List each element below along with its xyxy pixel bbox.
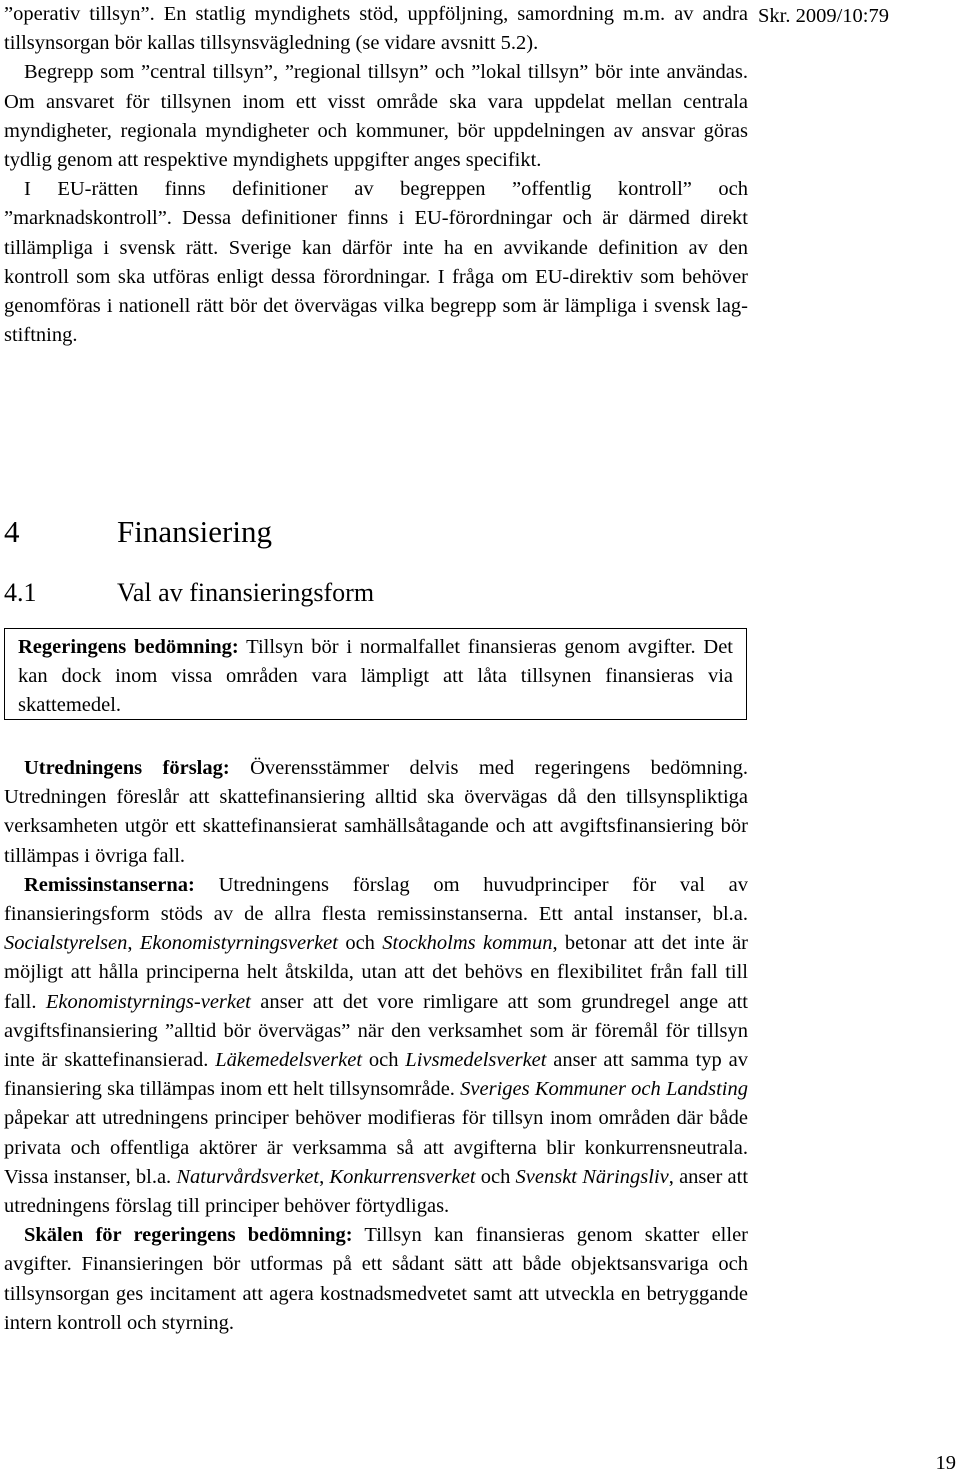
remiss-text: Utredningens förslag om huvudprinciper för val av finansieringsform stöds av de allra flesta remissinstanserna. Ett antal instanser, bl.a. [4, 873, 748, 926]
remiss-text: och [337, 932, 383, 955]
proposal-paragraph [4, 754, 748, 871]
remiss-text: , [319, 1165, 330, 1188]
organization-name: Ekonomistyrnings-verket [45, 990, 251, 1013]
remiss-text: påpekar att utredningens principer behöver modifieras för tillsyn inom områden där både privata och offentliga aktörer är verksamma så att avgifterna blir konkurrensneutrala. Vissa instanser, bl.a. [4, 1107, 748, 1188]
chapter-title: Finansiering [117, 514, 272, 549]
chapter-number: 4 [4, 514, 20, 549]
remiss-text: och [362, 1049, 406, 1072]
document-reference: Skr. 2009/10:79 [758, 5, 889, 27]
remiss-paragraph [4, 871, 748, 1221]
organization-name: Socialstyrelsen [4, 932, 128, 955]
remiss-text: och [475, 1165, 516, 1188]
proposal-label: Utredningens förslag: [24, 757, 230, 779]
reasons-label: Skälen för regeringens bedömning: [24, 1224, 353, 1247]
organization-name: Läkemedelsverket [215, 1049, 363, 1072]
assessment-text: Tillsyn bör i normalfallet finansieras genom avgifter. Det kan dock inom vissa områden vara lämpligt att låta tillsynen finansieras via skattemedel. [18, 636, 733, 716]
organization-name: Livsmedelsverket [405, 1049, 547, 1072]
organization-name: Naturvårdsverket [176, 1165, 320, 1188]
reasons-paragraph [4, 1221, 748, 1338]
section-number: 4.1 [4, 578, 37, 607]
section-title: Val av finansieringsform [117, 578, 375, 607]
organization-name: Konkurrensverket [329, 1165, 476, 1188]
organization-name: Sveriges Kommuner och Landsting [460, 1078, 748, 1101]
government-assessment-box [4, 628, 747, 720]
remiss-text: anser att samma typ av finansiering ska tillämpas inom ett helt tillsynsområde. [4, 1049, 748, 1101]
chapter-heading [4, 512, 272, 552]
organization-name: Stockholms kommun [382, 932, 553, 955]
remiss-text: , [127, 932, 140, 955]
section-heading [4, 576, 374, 610]
organization-name: Svenskt Näringsliv [515, 1165, 669, 1188]
intro-section [4, 0, 748, 350]
intro-paragraph-2: Begrepp som ”central tillsyn”, ”regional tillsyn” och ”lokal tillsyn” bör inte användas. Om ansvaret för tillsynen inom ett visst område ska vara uppdelat mellan centrala myndigheter, regionala myndigheter och kommuner, bör uppdelningen av ansvar göras tydlig genom att respektive myndighets uppgifter anges specifikt. [4, 61, 748, 172]
reasons-text: Tillsyn kan finansieras genom skatter eller avgifter. Finansieringen bör utformas på ett sådant sätt att både objektsansvariga och tillsynsorgan ges incitament att agera kostnadsmedvetet samt att utveckla en betryggande intern kontroll och styrning. [4, 1224, 748, 1334]
remiss-label: Remissinstanserna: [24, 873, 195, 896]
intro-paragraph-3: I EU-rätten finns definitioner av begreppen ”offentlig kontroll” och ”marknadskontroll”. Dessa definitioner finns i EU-förordningar och är därmed direkt tillämpliga i svensk rätt. Sverige kan därför inte ha en avvikande definition av den kontroll som ska utföras enligt dessa förordningar. I fråga om EU-direktiv som behöver genomföras i nationell rätt bör det övervägas vilka begrepp som är lämpliga i svensk lag-stiftning. [4, 178, 748, 347]
page-number: 19 [935, 1452, 956, 1474]
proposal-text: Överensstämmer delvis med regeringens bedömning. Utredningen föreslår att skattefinansiering alltid ska övervägas då den tillsynspliktiga verksamheten utgör ett skattefinansierat samhällsåtagande och att avgiftsfinansiering bör tillämpas i övriga fall. [4, 757, 748, 867]
organization-name: Ekonomistyrningsverket [139, 932, 338, 955]
main-body [4, 754, 748, 1338]
intro-paragraph-1: ”operativ tillsyn”. En statlig myndighets stöd, uppföljning, samordning m.m. av andra tillsynsorgan bör kallas tillsynsvägledning (se vidare avsnitt 5.2). [4, 3, 748, 55]
remiss-text: , betonar att det inte är möjligt att hålla principerna helt åtskilda, utan att det behövs en flexibilitet från fall till fall. [4, 932, 748, 1013]
remiss-text: , anser att utredningens förslag till principer behöver förtydligas. [4, 1165, 749, 1218]
remiss-text: anser att det vore rimligare att som grundregel ange att avgiftsfinansiering ”alltid bör övervägas” när den verksamhet som är föremål för tillsyn inte är skattefinansierad. [4, 990, 748, 1072]
assessment-label: Regeringens bedömning: [18, 636, 239, 658]
